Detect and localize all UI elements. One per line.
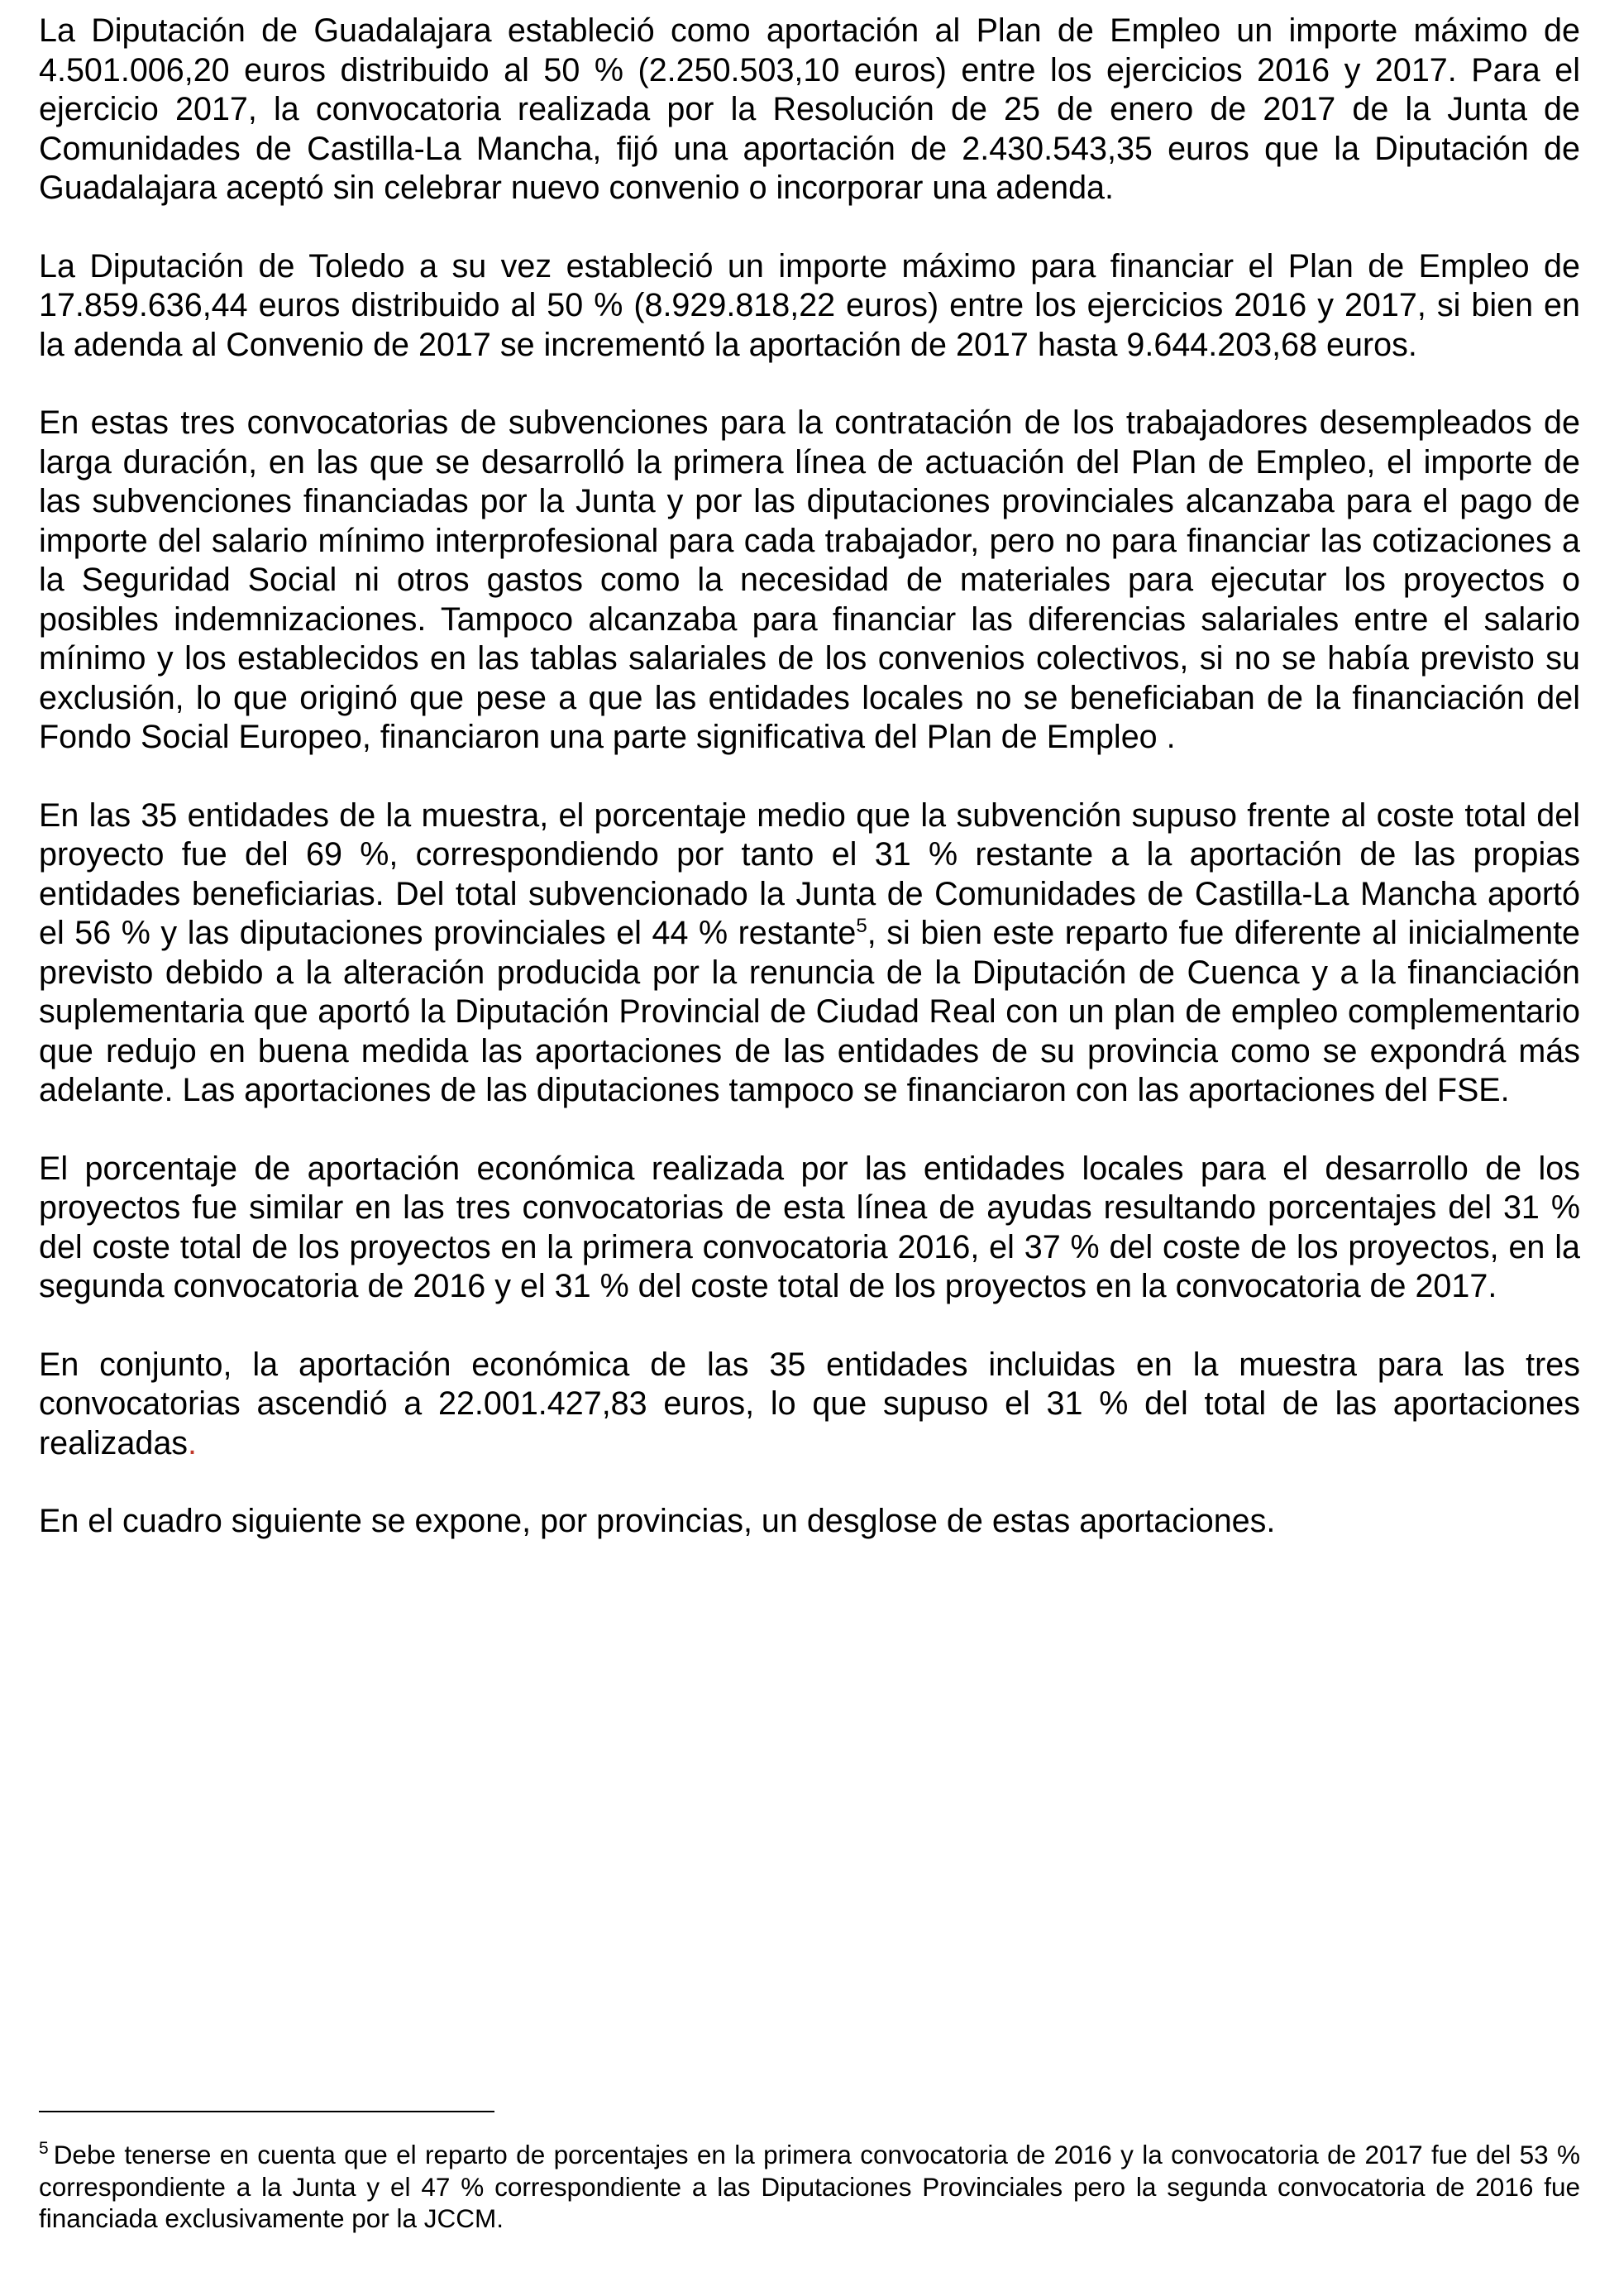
footnote-text: Debe tenerse en cuenta que el reparto de porcentajes en la primera convocatoria de 2016 y la convocatoria de 2017 fue del 53 % correspondiente a la Junta y el 47 % correspondiente a las Diputaciones Provinciales pero la segunda convocatoria de 2016 fue financiada exclusivamente por la JCCM. bbox=[39, 2140, 1580, 2233]
paragraph-conjunto bbox=[39, 1346, 1580, 1464]
paragraph-guadalajara: La Diputación de Guadalajara estableció como aportación al Plan de Empleo un importe máximo de 4.501.006,20 euros distribuido al 50 % (2.250.503,10 euros) entre los ejercicios 2016 y 2017. Para el ejercicio 2017, la convocatoria realizada por la Resolución de 25 de enero de 2017 de la Junta de Comunidades de Castilla-La Mancha, fijó una aportación de 2.430.543,35 euros que la Diputación de Guadalajara aceptó sin celebrar nuevo convenio o incorporar una adenda. bbox=[39, 12, 1580, 206]
footnote bbox=[39, 2139, 1580, 2235]
footnote-number: 5 bbox=[39, 2139, 49, 2158]
paragraph-text: , si bien este reparto fue diferente al inicialmente previsto debido a la alteración producida por la renuncia de la Diputación de Cuenca y a la financiación suplementaria que aportó la Diputación Provincial de Ciudad Real con un plan de empleo complementario que redujo en buena medida las aportaciones de las entidades de su provincia como se expondrá más adelante. Las aportaciones de las diputaciones tampoco se financiaron con las aportaciones del FSE. bbox=[39, 915, 1581, 1108]
paragraph-toledo: La Diputación de Toledo a su vez estableció un importe máximo para financiar el Plan de Empleo de 17.859.636,44 euros distribuido al 50 % (8.929.818,22 euros) entre los ejercicios 2016 y 2017, si bien en la adenda al Convenio de 2017 se incrementó la aportación de 2017 hasta 9.644.203,68 euros. bbox=[39, 247, 1580, 363]
footnote-reference[interactable]: 5 bbox=[856, 915, 867, 937]
paragraph-cuadro-siguiente: En el cuadro siguiente se expone, por provincias, un desglose de estas aportaciones. bbox=[39, 1503, 1276, 1539]
paragraph-text: En conjunto, la aportación económica de las 35 entidades incluidas en la muestra para las tres convocatorias ascendió a 22.001.427,83 euros, lo que supuso el 31 % del total de las aportaciones realizadas bbox=[39, 1346, 1580, 1461]
paragraph-porcentaje-aportacion: El porcentaje de aportación económica realizada por las entidades locales para el desarrollo de los proyectos fue similar en las tres convocatorias de esta línea de ayudas resultando porcentajes del 31 % del coste total de los proyectos en la primera convocatoria 2016, el 37 % del coste de los proyectos, en la segunda convocatoria de 2016 y el 31 % del coste total de los proyectos en la convocatoria de 2017. bbox=[39, 1150, 1580, 1304]
paragraph-text: En las 35 entidades de la muestra, el porcentaje medio que la subvención supuso frente al coste total del proyecto fue del 69 %, correspondiendo por tanto el 31 % restante a la aportación de las propias entidades beneficiarias. Del total subvencionado la Junta de Comunidades de Castilla-La Mancha aportó el 56 % y las diputaciones provinciales el 44 % restante bbox=[39, 796, 1580, 951]
paragraph-convocatorias: En estas tres convocatorias de subvenciones para la contratación de los trabajadores desempleados de larga duración, en las que se desarrolló la primera línea de actuación del Plan de Empleo, el importe de las subvenciones financiadas por la Junta y por las diputaciones provinciales alcanzaba para el pago de importe del salario mínimo interprofesional para cada trabajador, pero no para financiar las cotizaciones a la Seguridad Social ni otros gastos como la necesidad de materiales para ejecutar los proyectos o posibles indemnizaciones. Tampoco alcanzaba para financiar las diferencias salariales entre el salario mínimo y los establecidos en las tablas salariales de los convenios colectivos, si no se había previsto su exclusión, lo que originó que pese a que las entidades locales no se beneficiaban de la financiación del Fondo Social Europeo, financiaron una parte significativa del Plan de Empleo . bbox=[39, 404, 1580, 755]
paragraph-muestra-35-entidades bbox=[39, 796, 1580, 1111]
document-body bbox=[39, 12, 1580, 1542]
footnote-separator bbox=[39, 2111, 494, 2112]
paragraph-end-mark: . bbox=[188, 1424, 198, 1461]
